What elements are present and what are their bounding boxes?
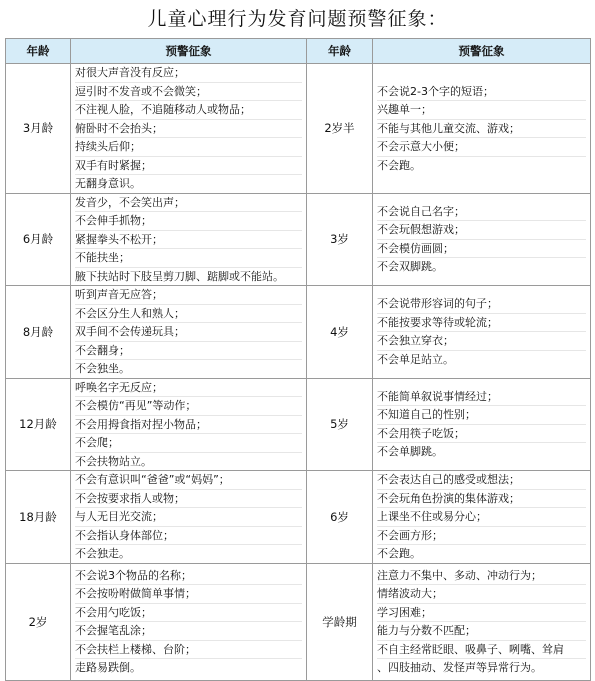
warning-sign-item: 不自主经常眨眼、吸鼻子、咧嘴、耸肩 — [377, 641, 586, 660]
warning-sign-item: 兴趣单一； — [377, 101, 586, 120]
warning-sign-item: 能力与分数不匹配； — [377, 622, 586, 641]
warning-sign-item: 、四肢抽动、发怪声等异常行为。 — [377, 661, 542, 674]
age-cell: 学龄期 — [307, 563, 373, 680]
warning-sign-item: 不会独立穿衣； — [377, 332, 586, 351]
warning-sign-item: 走路易跌倒。 — [75, 661, 141, 674]
table-row — [6, 64, 591, 194]
warning-sign-item: 不会单脚跳。 — [377, 445, 443, 459]
table-row — [6, 471, 591, 564]
age-cell: 12月龄 — [6, 378, 71, 471]
warning-sign-item: 发音少，不会笑出声； — [75, 194, 302, 213]
warning-sign-item: 不会跑。 — [377, 158, 421, 172]
warning-sign-item: 不会说3个物品的名称； — [75, 567, 302, 586]
warning-sign-item: 不会画方形； — [377, 527, 586, 546]
signs-cell — [71, 193, 307, 286]
header-age-right: 年龄 — [307, 39, 373, 64]
warning-sign-item: 不会表达自己的感受或想法； — [377, 471, 586, 490]
warning-sign-item: 不会按吩咐做简单事情； — [75, 585, 302, 604]
age-cell: 3岁 — [307, 193, 373, 286]
warning-sign-item: 紧握拳头不松开； — [75, 231, 302, 250]
age-cell: 2岁半 — [307, 64, 373, 194]
warning-sign-item: 不会示意大小便； — [377, 138, 586, 157]
signs-cell — [71, 471, 307, 564]
signs-cell — [71, 64, 307, 194]
warning-sign-item: 腋下扶站时下肢呈剪刀脚、踮脚或不能站。 — [75, 269, 284, 283]
page-title: 儿童心理行为发育问题预警征象： — [147, 8, 448, 30]
warning-sign-item: 不会用筷子吃饭； — [377, 425, 586, 444]
warning-sign-item: 注意力不集中、多动、冲动行为； — [377, 567, 586, 586]
warning-sign-item: 不会玩假想游戏； — [377, 221, 586, 240]
age-cell: 3月龄 — [6, 64, 71, 194]
warning-sign-item: 呼唤名字无反应； — [75, 379, 302, 398]
warning-sign-item: 不会握笔乱涂； — [75, 622, 302, 641]
age-cell: 4岁 — [307, 286, 373, 379]
warning-sign-item: 不会按要求指人或物； — [75, 490, 302, 509]
header-signs-right: 预警征象 — [373, 39, 591, 64]
warning-sign-item: 不会说带形容词的句子； — [377, 295, 586, 314]
table-row — [6, 193, 591, 286]
warning-sign-item: 情绪波动大； — [377, 585, 586, 604]
warning-sign-item: 不会双脚跳。 — [377, 260, 443, 274]
warning-sign-item: 不会指认身体部位； — [75, 527, 302, 546]
warning-sign-item: 不会用拇食指对捏小物品； — [75, 416, 302, 435]
warning-sign-item: 与人无目光交流； — [75, 508, 302, 527]
warning-sign-item: 不会模仿画圆； — [377, 240, 586, 259]
table-row — [6, 563, 591, 680]
warning-sign-item: 不会独坐。 — [75, 362, 130, 375]
warning-sign-item: 俯卧时不会抬头； — [75, 120, 302, 139]
warning-sign-item: 不知道自己的性别； — [377, 406, 586, 425]
warning-sign-item: 不会单足站立。 — [377, 352, 454, 366]
warning-sign-item: 不会扶栏上楼梯、台阶； — [75, 641, 302, 660]
warning-sign-item: 学习困难； — [377, 604, 586, 623]
warning-sign-item: 听到声音无应答； — [75, 286, 302, 305]
table-header-row — [6, 39, 591, 64]
table-row — [6, 286, 591, 379]
warning-sign-item: 无翻身意识。 — [75, 177, 141, 190]
signs-cell — [373, 64, 591, 194]
warning-sign-item: 双手间不会传递玩具； — [75, 323, 302, 342]
warning-sign-item: 不能扶坐； — [75, 249, 302, 268]
warning-sign-item: 不注视人脸，不追随移动人或物品； — [75, 101, 302, 120]
warning-sign-item: 不会有意识叫“爸爸”或“妈妈”； — [75, 471, 302, 490]
warning-sign-item: 不会用勺吃饭； — [75, 604, 302, 623]
warning-sign-item: 不会独走。 — [75, 547, 130, 560]
warning-signs-table — [5, 38, 591, 681]
signs-cell — [71, 286, 307, 379]
warning-sign-item: 不会说自己名字； — [377, 203, 586, 222]
warning-sign-item: 不会模仿“再见”等动作； — [75, 397, 302, 416]
warning-sign-item: 不会区分生人和熟人； — [75, 305, 302, 324]
signs-cell — [373, 471, 591, 564]
age-cell: 2岁 — [6, 563, 71, 680]
warning-sign-item: 不能与其他儿童交流、游戏； — [377, 120, 586, 139]
header-age-left: 年龄 — [6, 39, 71, 64]
warning-sign-item: 不会跑。 — [377, 547, 421, 560]
signs-cell — [71, 563, 307, 680]
warning-sign-item: 逗引时不发音或不会微笑； — [75, 83, 302, 102]
table-row — [6, 378, 591, 471]
age-cell: 8月龄 — [6, 286, 71, 379]
warning-sign-item: 不会翻身； — [75, 342, 302, 361]
age-cell: 5岁 — [307, 378, 373, 471]
signs-cell — [373, 378, 591, 471]
warning-sign-item: 不会玩角色扮演的集体游戏； — [377, 490, 586, 509]
warning-sign-item: 不能简单叙说事情经过； — [377, 388, 586, 407]
header-signs-left: 预警征象 — [71, 39, 307, 64]
age-cell: 18月龄 — [6, 471, 71, 564]
signs-cell — [373, 286, 591, 379]
warning-sign-item: 不能按要求等待或轮流； — [377, 314, 586, 333]
warning-sign-item: 对很大声音没有反应； — [75, 64, 302, 83]
warning-sign-item: 持续头后仰； — [75, 138, 302, 157]
warning-sign-item: 不会爬； — [75, 434, 302, 453]
warning-sign-item: 不会伸手抓物； — [75, 212, 302, 231]
warning-sign-item: 不会扶物站立。 — [75, 454, 152, 468]
age-cell: 6岁 — [307, 471, 373, 564]
warning-sign-item: 双手有时紧握； — [75, 157, 302, 176]
signs-cell — [373, 193, 591, 286]
warning-sign-item: 上课坐不住或易分心； — [377, 508, 586, 527]
signs-cell — [373, 563, 591, 680]
signs-cell — [71, 378, 307, 471]
age-cell: 6月龄 — [6, 193, 71, 286]
warning-sign-item: 不会说2-3个字的短语； — [377, 83, 586, 102]
